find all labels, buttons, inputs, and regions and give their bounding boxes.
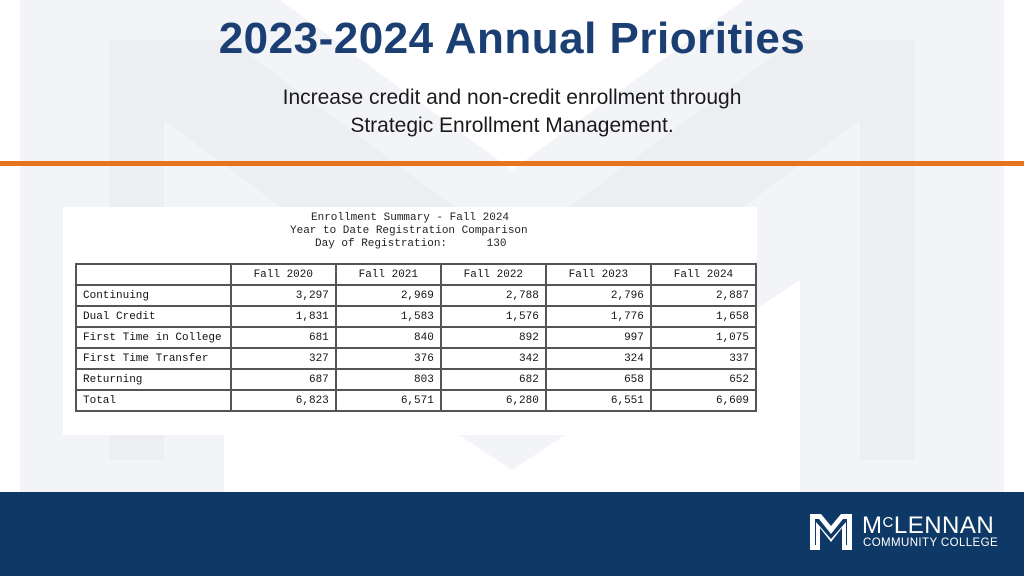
table-cell: 2,887 <box>651 285 756 306</box>
logo-subtitle: COMMUNITY COLLEGE <box>863 537 999 549</box>
table-cell: 687 <box>231 369 336 390</box>
table-cell: 1,583 <box>336 306 441 327</box>
table-corner-cell <box>76 264 231 285</box>
table-cell: 3,297 <box>231 285 336 306</box>
table-row <box>76 348 756 369</box>
table-cell: 6,551 <box>546 390 651 411</box>
orange-divider <box>0 161 1024 166</box>
slide-subtitle <box>0 84 1024 140</box>
logo-wordmark: $M^CLENNAN$ <box>862 512 995 539</box>
table-header-row <box>76 264 756 285</box>
table-row <box>76 306 756 327</box>
report-day-of-registration: Day of Registration: 130 <box>315 238 507 250</box>
subtitle-line-1: Increase credit and non-credit enrollment through <box>282 86 742 109</box>
report-title: Enrollment Summary - Fall 2024 <box>311 212 510 224</box>
table-cell: 342 <box>441 348 546 369</box>
report-header <box>63 212 763 251</box>
table-cell: 681 <box>231 327 336 348</box>
enrollment-table <box>75 263 757 412</box>
table-cell: 376 <box>336 348 441 369</box>
table-cell: 1,831 <box>231 306 336 327</box>
table-cell: 997 <box>546 327 651 348</box>
subtitle-line-2: Strategic Enrollment Management. <box>350 114 674 137</box>
column-header: Fall 2024 <box>651 264 756 285</box>
column-header: Fall 2022 <box>441 264 546 285</box>
report-subtitle: Year to Date Registration Comparison <box>290 225 528 237</box>
row-label: Dual Credit <box>76 306 231 327</box>
table-cell: 2,796 <box>546 285 651 306</box>
table-cell: 327 <box>231 348 336 369</box>
table-cell: 682 <box>441 369 546 390</box>
table-cell: 803 <box>336 369 441 390</box>
college-logo <box>810 512 1010 552</box>
table-cell: 1,576 <box>441 306 546 327</box>
table-cell: 1,075 <box>651 327 756 348</box>
table-cell: 6,823 <box>231 390 336 411</box>
column-header: Fall 2020 <box>231 264 336 285</box>
row-label: Continuing <box>76 285 231 306</box>
table-cell: 2,969 <box>336 285 441 306</box>
row-label: Returning <box>76 369 231 390</box>
column-header: Fall 2023 <box>546 264 651 285</box>
table-cell: 1,658 <box>651 306 756 327</box>
table-cell: 2,788 <box>441 285 546 306</box>
table-row <box>76 369 756 390</box>
table-cell: 6,571 <box>336 390 441 411</box>
table-row-total <box>76 390 756 411</box>
table-cell: 892 <box>441 327 546 348</box>
table-cell: 840 <box>336 327 441 348</box>
table-row <box>76 285 756 306</box>
table-cell: 1,776 <box>546 306 651 327</box>
enrollment-report <box>63 207 757 435</box>
table-cell: 337 <box>651 348 756 369</box>
table-cell: 6,280 <box>441 390 546 411</box>
mclennan-m-logo-icon <box>810 514 852 550</box>
table-cell: 652 <box>651 369 756 390</box>
row-label: First Time in College <box>76 327 231 348</box>
slide-title: 2023-2024 Annual Priorities <box>218 14 806 63</box>
table-cell: 658 <box>546 369 651 390</box>
table-row <box>76 327 756 348</box>
row-label: First Time Transfer <box>76 348 231 369</box>
column-header: Fall 2021 <box>336 264 441 285</box>
table-cell: 6,609 <box>651 390 756 411</box>
row-label: Total <box>76 390 231 411</box>
table-cell: 324 <box>546 348 651 369</box>
